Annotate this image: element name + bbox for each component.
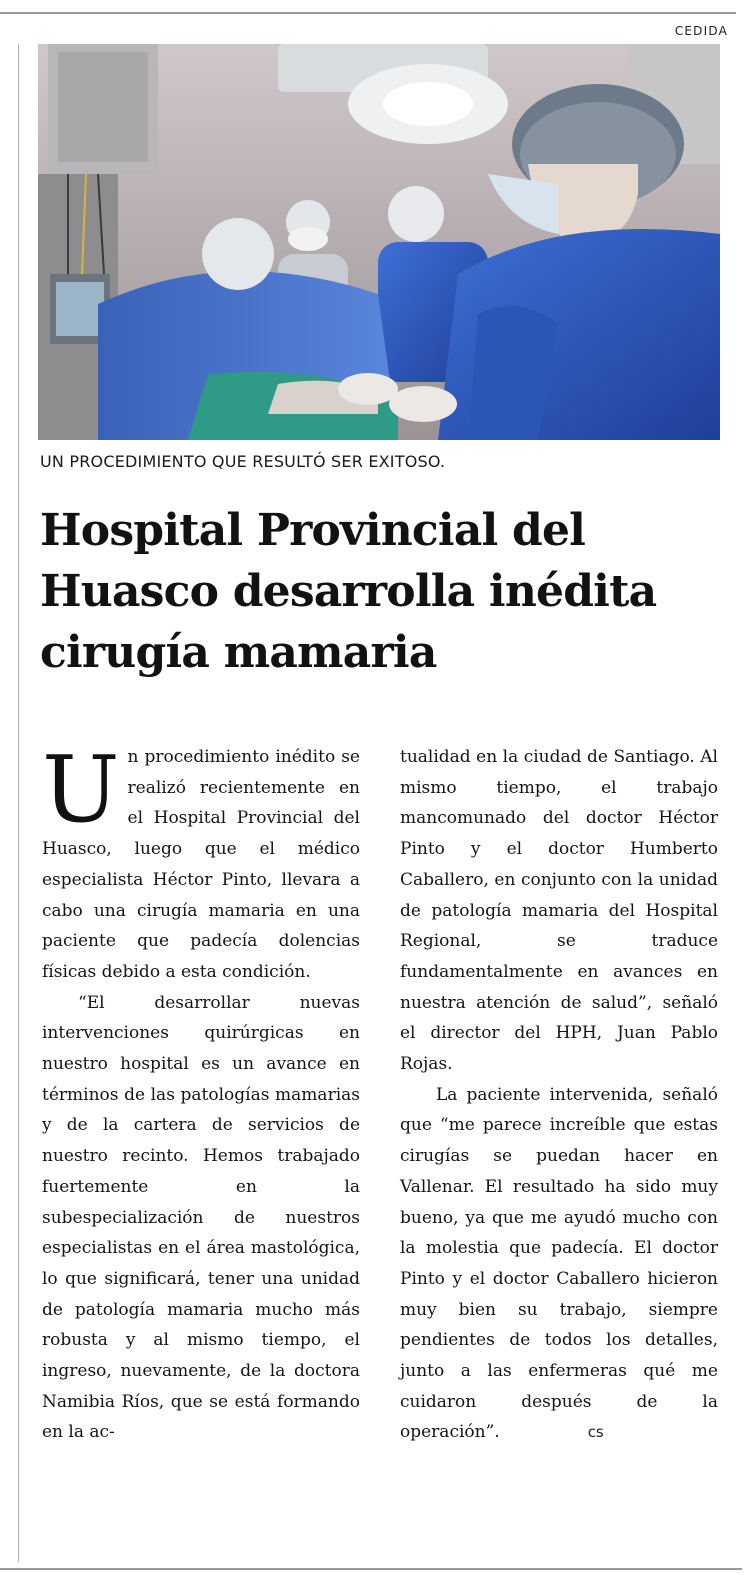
photo-caption: UN PROCEDIMIENTO QUE RESULTÓ SER EXITOSO.	[40, 452, 446, 471]
headline: Hospital Provincial del Huasco desarrolla inédita cirugía mamaria	[40, 505, 657, 678]
article-paragraph-2: “El desarrollar nuevas intervenciones quirúrgicas en nuestro hospital es un avance en términos de las patologías mamarias y de la cartera de servicios de nuestro recinto. Hemos trabajado fuertemente en la subespecialización de nuestros especialistas en el área mastológica, lo que significará, tener una unidad de patología mamaria mucho más robusta y al mismo tiempo, el ingreso, nuevamente, de la doctora Namibia Ríos, que se está formando en la ac-	[42, 992, 360, 1443]
drop-cap: U	[42, 736, 120, 843]
article-paragraph-1	[42, 736, 360, 988]
article-column-left	[42, 736, 360, 1448]
surgery-photo-illustration	[38, 44, 720, 440]
bottom-rule	[0, 1568, 742, 1570]
surgery-photo	[38, 44, 720, 440]
end-of-article-mark: cs	[587, 1423, 604, 1442]
photo-credit: CEDIDA	[674, 24, 728, 38]
left-column-rule	[18, 44, 19, 1562]
article-column-right	[400, 742, 718, 1448]
top-rule	[0, 12, 736, 14]
article-paragraph-4	[400, 1080, 718, 1448]
paragraph-1-text: n procedimiento inédito se realizó recientemente en el Hospital Provincial del Huasco, luego que el médico especialista Héctor Pinto, llevara a cabo una cirugía mamaria en una paciente que padecía dolencias físicas debido a esta condición.	[42, 747, 360, 982]
article-paragraph-3: tualidad en la ciudad de Santiago. Al mismo tiempo, el trabajo mancomunado del doctor Héctor Pinto y el doctor Humberto Caballero, en conjunto con la unidad de patología mamaria del Hospital Regional, se traduce fundamentalmente en avances en nuestra atención de salud”, señaló el director del HPH, Juan Pablo Rojas.	[400, 747, 718, 1075]
paragraph-4-text: La paciente intervenida, señaló que “me parece increíble que estas cirugías se puedan hacer en Vallenar. El resultado ha sido muy bueno, ya que me ayudó mucho con la molestia que padecía. El doctor Pinto y el doctor Caballero hicieron muy bien su trabajo, siempre pendientes de todos los detalles, junto a las enfermeras qué me cuidaron después de la operación”.	[400, 1084, 718, 1443]
